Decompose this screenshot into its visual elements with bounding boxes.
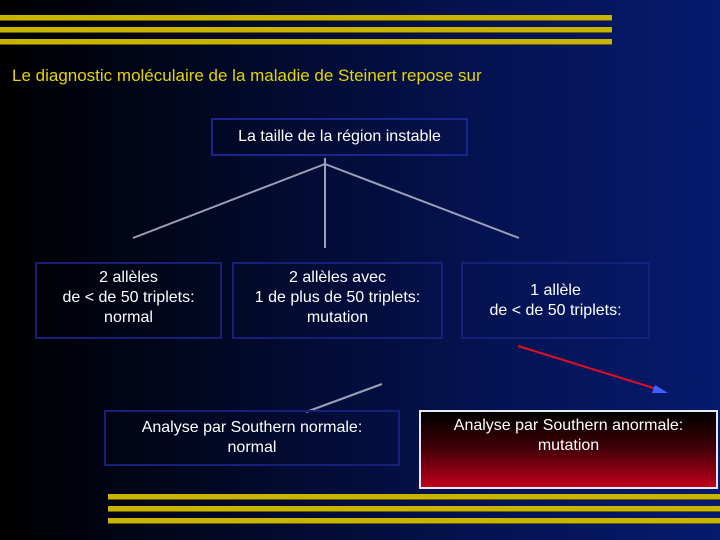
bottom-stripe-3 [108, 518, 720, 523]
red-arrow-head [652, 385, 668, 393]
connector-left [133, 164, 325, 238]
bottom-stripe-2 [108, 506, 720, 511]
normal-alleles-box [35, 262, 222, 339]
southern-normal-box [104, 410, 400, 466]
single-allele-box [461, 262, 650, 339]
unstable-region-label: La taille de la région instable [238, 128, 441, 145]
southern-normal-label: Analyse par Southern normale: normal [141, 419, 363, 456]
single-allele-label: 1 allèle de < de 50 triplets: [489, 281, 622, 319]
bottom-stripe-1 [108, 494, 720, 499]
slide-title: Le diagnostic moléculaire de la maladie de Steinert repose sur [12, 66, 482, 85]
southern-abnormal-box [419, 410, 718, 489]
red-arrow-line [518, 346, 660, 390]
mutation-alleles-label: 2 allèles avec 1 de plus de 50 triplets: mutation [254, 269, 421, 326]
connector-right [325, 164, 519, 238]
unstable-region-box [211, 118, 468, 156]
connector-bottom-left [306, 384, 382, 412]
normal-alleles-label: 2 allèles de < de 50 triplets: normal [62, 269, 195, 326]
southern-abnormal-label: Analyse par Southern anormale: mutation [453, 417, 684, 454]
mutation-alleles-box [232, 262, 443, 339]
